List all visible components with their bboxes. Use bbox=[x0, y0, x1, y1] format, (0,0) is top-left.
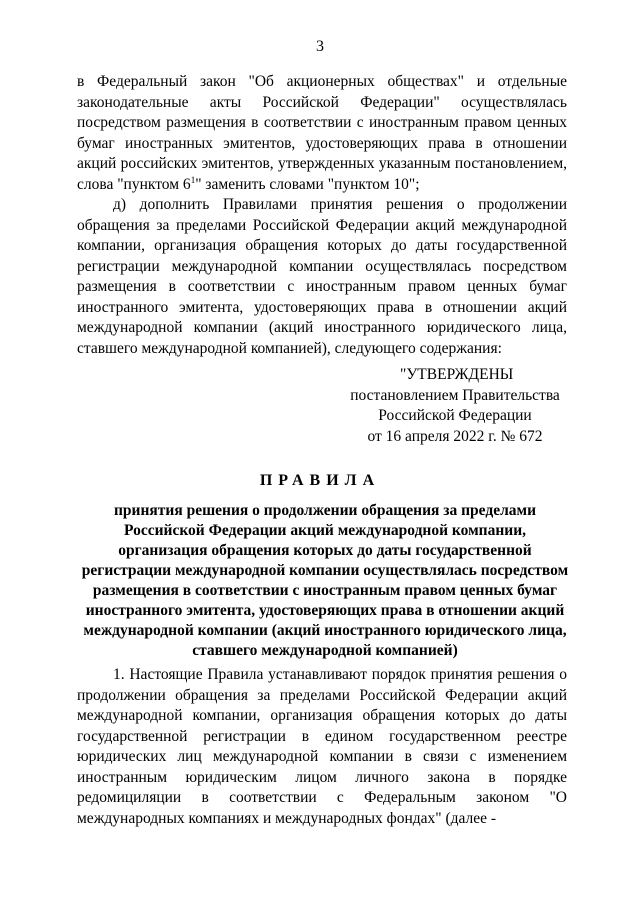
rules-title: ПРАВИЛА bbox=[259, 472, 381, 489]
document-body-rules bbox=[77, 665, 567, 829]
paragraph-d: д) дополнить Правилами принятия решения о продолжении обращения за пределами Российской Федерации акций международной компании, организация обращения которых до даты государственной регистрации международной компании осуществлялась посредством размещения в соответствии с иностранным правом ценных бумаг иностранного эмитента, удостоверяющих права в отношении акций международной компании (акций иностранного юридического лица, ставшего международной компанией), следующего содержания: bbox=[77, 196, 567, 357]
approval-line-1: "УТВЕРЖДЕНЫ bbox=[400, 366, 514, 383]
superscript: 1 bbox=[190, 174, 196, 185]
paragraph-continued-tail: " заменить словами "пунктом 10"; bbox=[195, 175, 420, 193]
page-number: 3 bbox=[316, 38, 324, 55]
document-body-top bbox=[77, 72, 567, 359]
approval-line-3: Российской Федерации bbox=[378, 407, 532, 424]
approval-line-2: постановлением Правительства bbox=[350, 386, 560, 404]
paragraph-continued bbox=[77, 72, 567, 195]
rules-subtitle: принятия решения о продолжении обращения за пределами Российской Федерации акций международной компании, организация обращения которых до даты государственной регистрации международной компании осуществлялась посредством размещения в соответствии с иностранным правом ценных бумаг иностранного эмитента, удостоверяющих права в отношении акций международной компании (акций иностранного юридического лица, ставшего международной компанией) bbox=[81, 502, 569, 659]
approval-line-4: от 16 апреля 2022 г. № 672 bbox=[367, 427, 543, 445]
paragraph-1: 1. Настоящие Правила устанавливают порядок принятия решения о продолжении обращения за пределами Российской Федерации акций международной компании, организация обращения которых до даты государственной регистрации в едином государственном реестре юридических лиц международной компании в связи с изменением иностранным юридическим лицом личного закона в порядке редомициляции в соответствии с Федеральным законом "О международных компаниях и международных фондах" (далее - bbox=[77, 666, 567, 827]
approval-block bbox=[340, 365, 570, 447]
paragraph-continued-text: в Федеральный закон "Об акционерных обществах" и отдельные законодательные акты Российской Федерации" осуществлялась посредством размещения в соответствии с иностранным правом ценных бумаг иностранных эмитентов, удостоверяющих права в отношении акций российских эмитентов, утвержденных указанным постановлением, слова "пунктом 6 bbox=[77, 73, 567, 193]
